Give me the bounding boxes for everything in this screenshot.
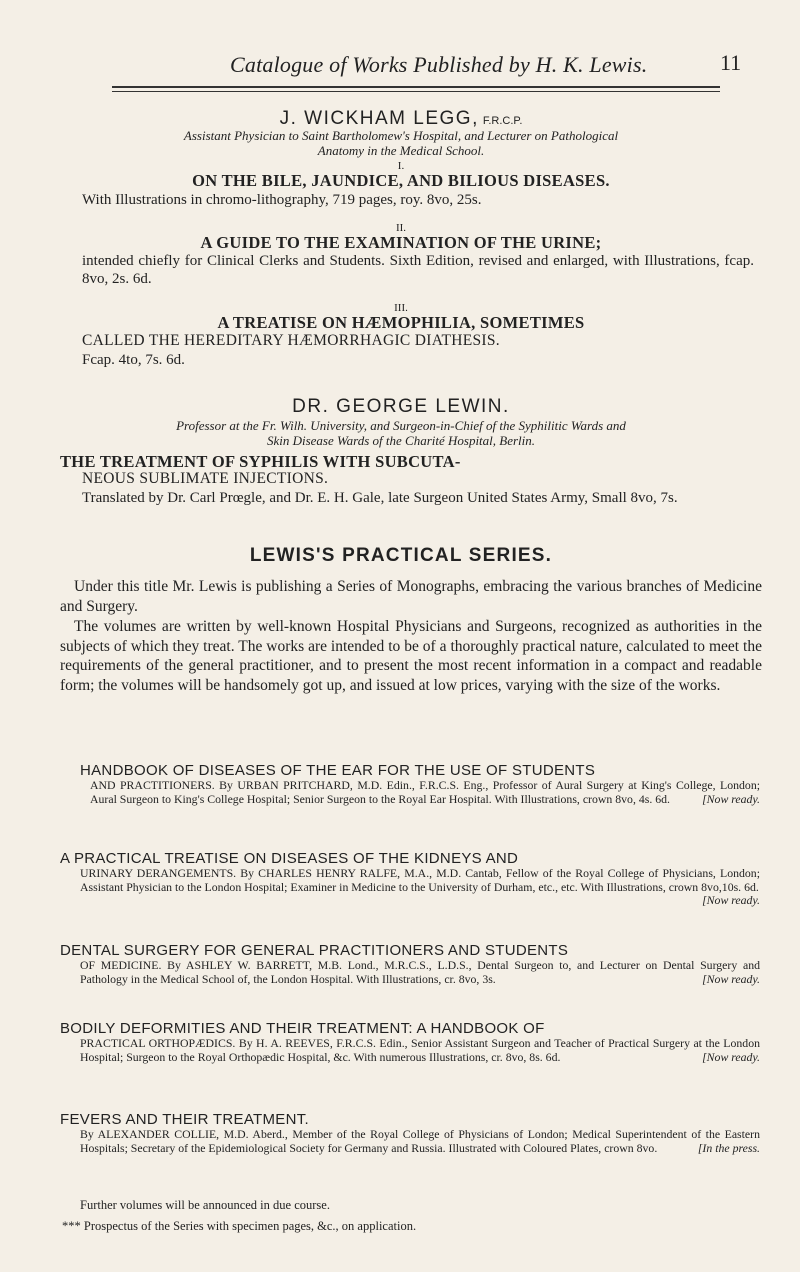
entry-status: [Now ready.: [702, 1049, 760, 1064]
page-number: 11: [720, 50, 742, 75]
lewin-title: THE TREATMENT OF SYPHILIS WITH SUBCUTA-: [60, 452, 461, 471]
lewin-detail: Translated by Dr. Carl Prœgle, and Dr. E. H. Gale, late Surgeon United States Army, Small 8vo, 7s.: [82, 490, 678, 506]
entry-body: OF MEDICINE. By ASHLEY W. BARRETT, M.B. Lond., M.R.C.S., L.D.S., Dental Surgeon to, and Lecturer on Dental Surgery and Pathology in the Medical School of, the London Hospital. With Illustrations, cr. 8vo, 3s. [Now ready.: [80, 958, 760, 986]
work-title: ON THE BILE, JAUNDICE, AND BILIOUS DISEASES.: [192, 171, 610, 190]
work-detail: Fcap. 4to, 7s. 6d.: [82, 352, 185, 368]
lewin-affiliation: [40, 418, 762, 448]
series-entry: [60, 1111, 760, 1155]
affiliation-line: Assistant Physician to Saint Bartholomew's Hospital, and Lecturer on Pathological: [183, 128, 619, 143]
entry-body: AND PRACTITIONERS. By URBAN PRITCHARD, M.D. Edin., F.R.C.S. Eng., Professor of Aural Surgery at King's College, London; Aural Surgeon to King's College Hospital; Senior Surgeon to the Royal Ear Hospital. With Illustrations, crown 8vo, 4s. 6d. [Now ready.: [90, 778, 760, 806]
prospectus-note: *** Prospectus of the Series with specimen pages, &c., on application.: [62, 1219, 417, 1233]
entry-status: [Now ready.: [702, 971, 760, 986]
series-entry: [60, 942, 760, 986]
series-description: The volumes are written by well-known Hospital Physicians and Surgeons, recognized as authorities in the subjects of which they treat. The works are intended to be of a thoroughly practical nature, calculated to meet the requirements of the general practitioner, and to present the most recent information in a compact and readable form; the volumes will be handsomely got up, and issued at low prices, varying with the size of the works.: [60, 618, 762, 694]
work-title: A TREATISE ON HÆMOPHILIA, SOMETIMES: [217, 313, 585, 332]
series-intro: Under this title Mr. Lewis is publishing a Series of Monographs, embracing the various branches of Medicine and Surgery.: [60, 578, 762, 615]
entry-status: [In the press.: [697, 1140, 760, 1155]
work-numeral: I.: [397, 160, 405, 172]
author-name: J. WICKHAM LEGG,: [279, 108, 479, 129]
entry-title: DENTAL SURGERY FOR GENERAL PRACTITIONERS AND STUDENTS: [60, 942, 569, 959]
header-rule-thin: [112, 91, 720, 92]
author-degree: F.R.C.P.: [482, 115, 523, 127]
work-numeral: III.: [394, 302, 408, 314]
entry-status: [Now ready.: [702, 791, 760, 806]
legg-affiliation: [40, 128, 762, 158]
entry-title: HANDBOOK OF DISEASES OF THE EAR FOR THE USE OF STUDENTS: [80, 762, 596, 779]
entry-title: BODILY DEFORMITIES AND THEIR TREATMENT: A HANDBOOK OF: [60, 1020, 545, 1037]
series-title: LEWIS'S PRACTICAL SERIES.: [249, 545, 553, 566]
entry-status: [Now ready.: [702, 893, 760, 908]
series-entry: [80, 762, 760, 806]
affiliation-line: Professor at the Fr. Wilh. University, and Surgeon-in-Chief of the Syphilitic Wards and: [176, 418, 626, 433]
entry-body: URINARY DERANGEMENTS. By CHARLES HENRY RALFE, M.A., M.D. Cantab, Fellow of the Royal College of Physicians, London; Assistant Physician to the London Hospital; Examiner in Medicine to the University of Durham, etc., etc. With Illustrations, crown 8vo,10s. 6d. [Now ready.: [80, 866, 760, 908]
lewin-author: DR. GEORGE LEWIN.: [292, 396, 510, 417]
affiliation-line: Skin Disease Wards of the Charité Hospital, Berlin.: [266, 433, 536, 448]
work-numeral: II.: [395, 222, 407, 234]
work-title: A GUIDE TO THE EXAMINATION OF THE URINE;: [200, 233, 602, 252]
work-detail: intended chiefly for Clinical Clerks and Students. Sixth Edition, revised and enlarged, with Illustrations, fcap. 8vo, 2s. 6d.: [82, 253, 754, 287]
affiliation-line: Anatomy in the Medical School.: [317, 143, 485, 158]
further-volumes: Further volumes will be announced in due course.: [80, 1198, 330, 1212]
series-entry: [60, 850, 760, 908]
work-title-cont: CALLED THE HEREDITARY HÆMORRHAGIC DIATHESIS.: [82, 332, 500, 349]
entry-body: By ALEXANDER COLLIE, M.D. Aberd., Member of the Royal College of Physicians of London; Medical Superintendent of the Eastern Hospitals; Secretary of the Epidemiological Society for Germany and Russia. Illustrated with Coloured Plates, crown 8vo. [In the press.: [80, 1127, 760, 1155]
entry-title: FEVERS AND THEIR TREATMENT.: [60, 1111, 309, 1128]
entry-body: PRACTICAL ORTHOPÆDICS. By H. A. REEVES, F.R.C.S. Edin., Senior Assistant Surgeon and Teacher of Practical Surgery at the London Hospital; Surgeon to the Royal Orthopædic Hospital, &c. With numerous Illustrations, cr. 8vo, 8s. 6d. [Now ready.: [80, 1036, 760, 1064]
series-entry: [60, 1020, 760, 1064]
header-rule: [112, 86, 720, 88]
work-detail: With Illustrations in chromo-lithography, 719 pages, roy. 8vo, 25s.: [82, 192, 482, 208]
entry-title: A PRACTICAL TREATISE ON DISEASES OF THE KIDNEYS AND: [60, 850, 519, 867]
legg-author-line: [40, 108, 762, 130]
lewin-title-cont: NEOUS SUBLIMATE INJECTIONS.: [82, 470, 329, 487]
running-title: Catalogue of Works Published by H. K. Lewis.: [230, 52, 648, 77]
